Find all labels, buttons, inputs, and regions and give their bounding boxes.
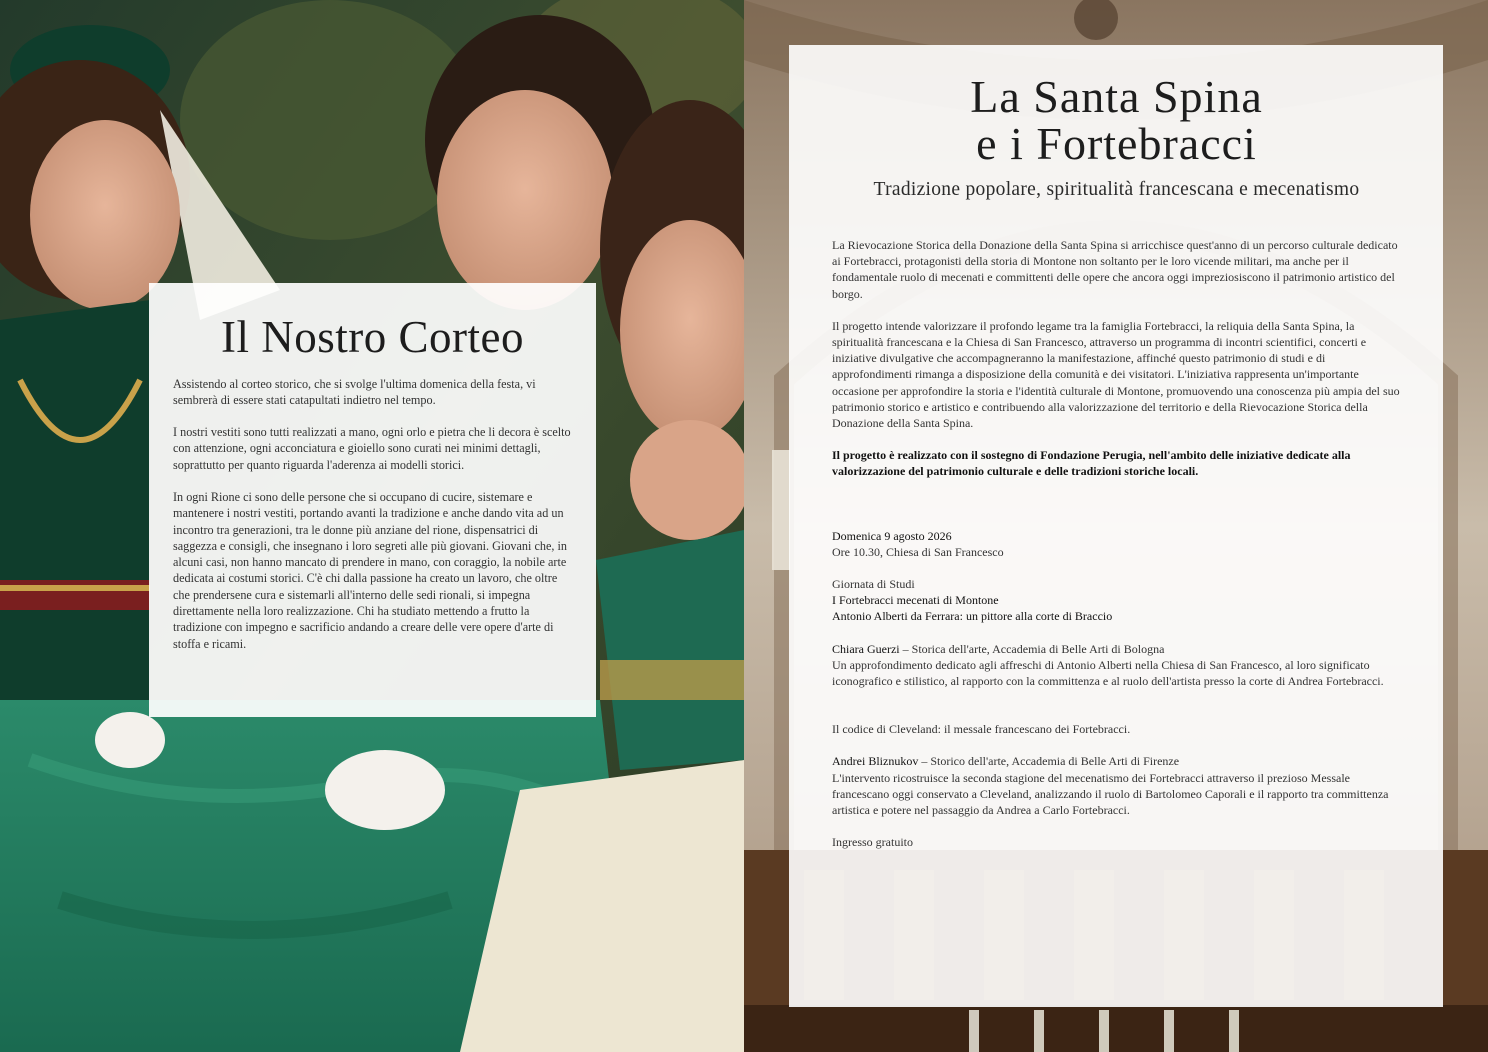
speaker-1-description: Un approfondimento dedicato agli affreschi di Antonio Alberti nella Chiesa di San Francesco, al loro significato iconografico e stilistico, al rapporto con la committenza e al ruolo dell'artista presso la corte di Andrea Fortebracci. [832,657,1384,689]
right-page [744,0,1488,1052]
corteo-paragraph: Assistendo al corteo storico, che si svolge l'ultima domenica della festa, vi sembrerà di essere stati catapultati indietro nel tempo. [173,376,536,407]
title-line-2: e i Fortebracci [976,118,1257,169]
event-date: Domenica 9 agosto 2026 [832,528,952,543]
santa-spina-body [832,237,1401,850]
event-theme-2: Antonio Alberti da Ferrara: un pittore alla corte di Braccio [832,609,1113,624]
event-program [832,576,1401,625]
talk-2-title: Il codice di Cleveland: il messale francescano dei Fortebracci. [832,722,1131,737]
event-when-where [832,528,1401,560]
sponsor-paragraph: Il progetto è realizzato con il sostegno di Fondazione Perugia, nell'ambito delle iniziative dedicate alla valorizzazione del patrimonio culturale e delle tradizioni storiche locali. [832,448,1351,479]
event-time-place: Ore 10.30, Chiesa di San Francesco [832,544,1004,559]
corteo-text-panel [149,283,596,717]
speaker-2-name: Andrei Bliznukov [832,754,919,769]
intro-paragraph: Il progetto intende valorizzare il profondo legame tra la famiglia Fortebracci, la reliquia della Santa Spina, la spiritualità francescana e la Chiesa di San Francesco, attraverso un programma di incontri scientifici, concerti e iniziative divulgative che accompagneranno la manifestazione, affinché questo patrimonio di studi e di approfondimenti rimanga a disposizione della comunità e dei visitatori. L'iniziativa rappresenta un'importante occasione per approfondire la storia e l'identità culturale di Montone, promuovendo una conoscenza più ampia del suo patrimonio storico e artistico e contribuendo alla valorizzazione del territorio e della Rievocazione Storica della Donazione della Santa Spina. [832,318,1400,431]
corteo-paragraph: In ogni Rione ci sono delle persone che si occupano di cucire, sistemare e mantenere i nostri vestiti, portando avanti la tradizione e anche dando vita ad un incontro tra generazioni, tra le donne più anziane del rione, dispensatrici di saggezza e consigli, che insegnano i loro segreti alle più giovani. Giovani che, in alcuni casi, non hanno mancato di prendere in mano, con coraggio, la nobile arte dedicata ai costumi storici. C'è chi dalla passione ha creato un lavoro, che oltre che prendersene cura e sistemarli all'interno delle sedi rionali, si impegna direttamente nella loro realizzazione. Chi ha studiato mettendo a frutto la tradizione con impegno e sacrificio andando a creare delle vere opere d'arte di stoffa e ricami. [173,489,567,651]
corteo-title: Il Nostro Corteo [221,312,524,362]
event-label: Giornata di Studi [832,577,915,592]
speaker-1-name: Chiara Guerzi [832,641,900,656]
entry-info: Ingresso gratuito [832,835,913,850]
corteo-body [173,376,572,652]
corteo-paragraph: I nostri vestiti sono tutti realizzati a mano, ogni orlo e pietra che li decora è scelto con attenzione, ogni acconciatura e gioiello sono curati nei minimi dettagli, soprattutto per quanto riguarda l'aderenza ai modelli storici. [173,425,571,472]
speaker-2 [832,753,1401,818]
santa-spina-subtitle: Tradizione popolare, spiritualità francescana e mecenatismo [873,179,1360,200]
title-line-1: La Santa Spina [970,71,1263,122]
santa-spina-title [832,73,1401,167]
spacer [832,496,1401,528]
speaker-2-role: – Storico dell'arte, Accademia di Belle Arti di Firenze [918,754,1180,769]
spacer [832,705,1401,721]
event-theme-1: I Fortebracci mecenati di Montone [832,593,999,608]
speaker-1 [832,641,1401,690]
santa-spina-text-panel [789,45,1443,1007]
intro-paragraph: La Rievocazione Storica della Donazione della Santa Spina si arricchisce quest'anno di un percorso culturale dedicato ai Fortebracci, protagonisti della storia di Montone non soltanto per le loro vicende militari, ma anche per il fondamentale ruolo di mecenati e committenti delle opere che ancora oggi impreziosiscono il patrimonio artistico del borgo. [832,238,1398,301]
speaker-2-description: L'intervento ricostruisce la seconda stagione del mecenatismo dei Fortebracci attraverso il prezioso Messale francescano oggi conservato a Cleveland, analizzando il ruolo di Bartolomeo Caporali e il rapporto tra committenza artistica e potere nel passaggio da Andrea a Carlo Fortebracci. [832,770,1389,818]
speaker-1-role: – Storica dell'arte, Accademia di Belle Arti di Bologna [899,641,1165,656]
